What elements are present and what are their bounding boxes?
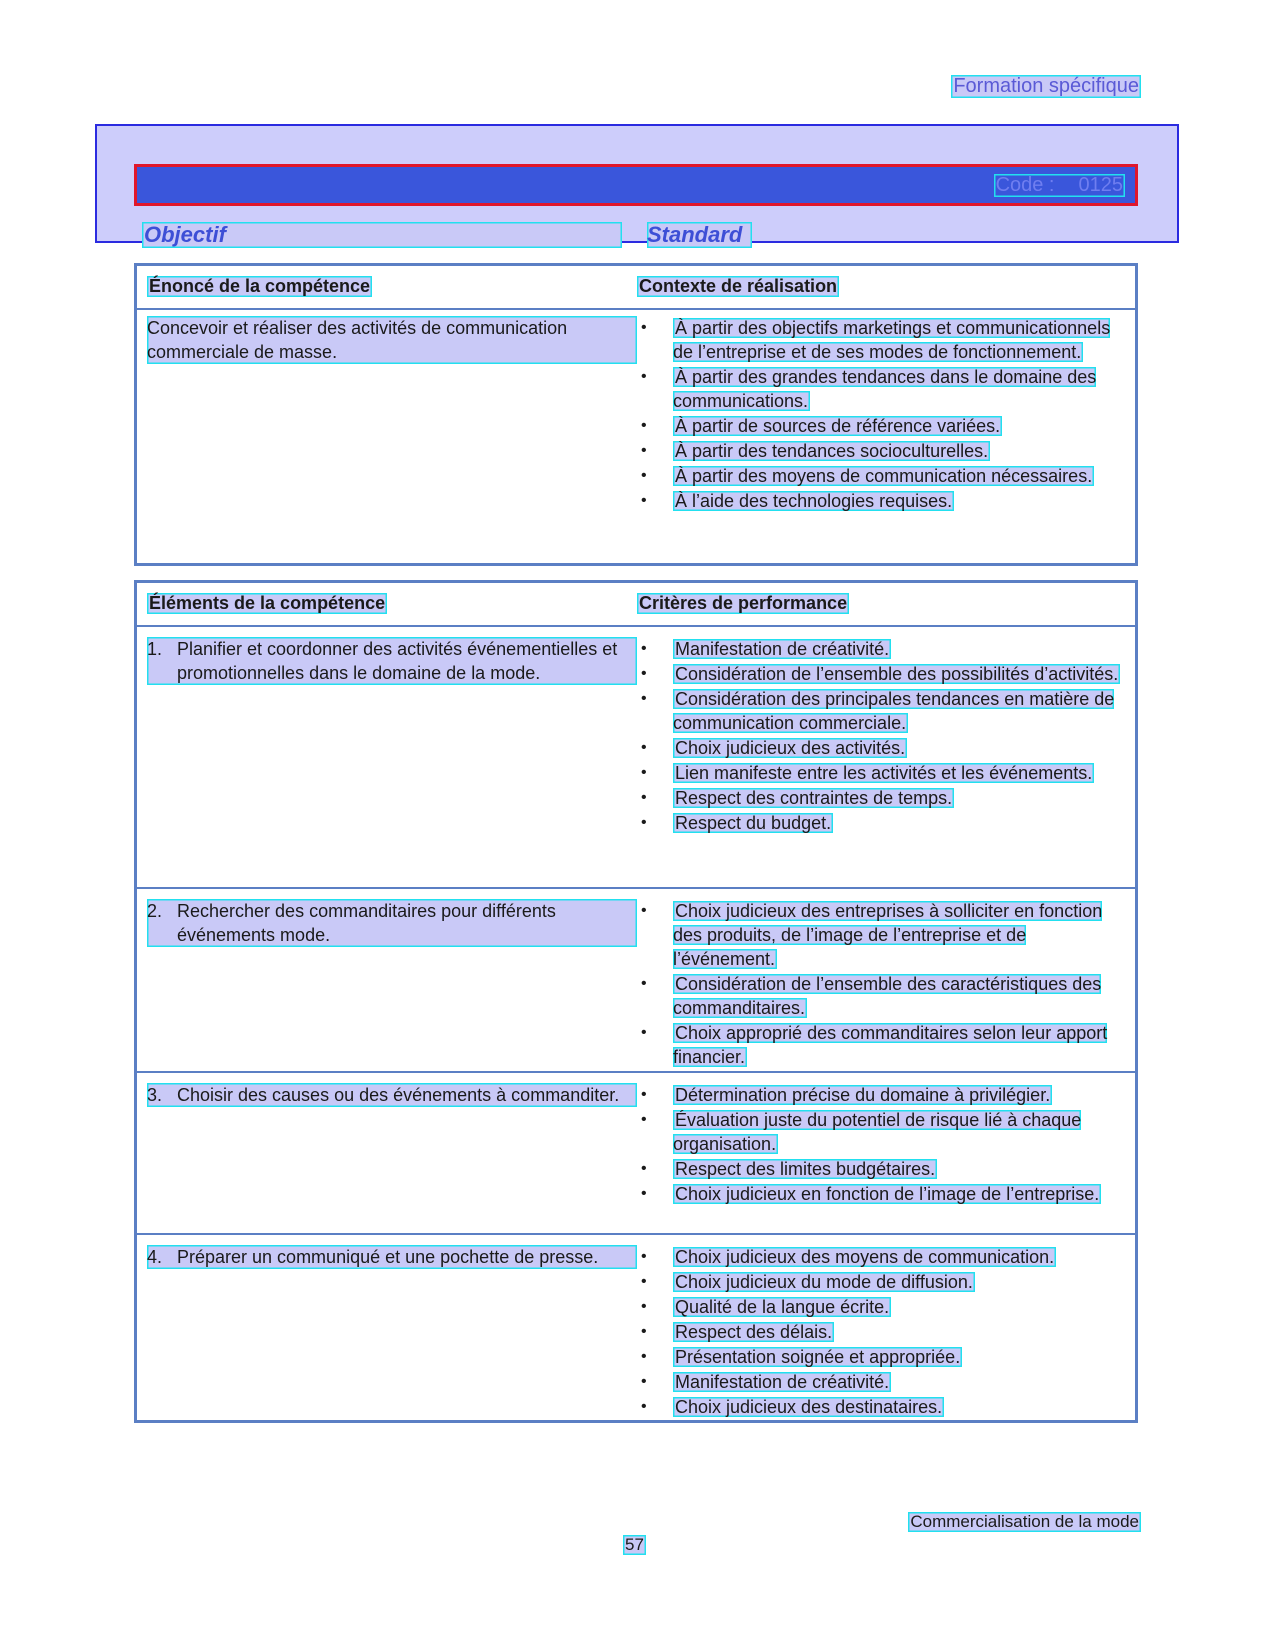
list-item: • Choix judicieux des activités. xyxy=(637,736,1125,760)
list-item: • Choix judicieux en fonction de l’image de l’entreprise. xyxy=(637,1182,1125,1206)
list-item: • Respect des délais. xyxy=(637,1320,1125,1344)
code-value: 0125 xyxy=(1078,174,1123,196)
list-item: • Considération des principales tendances en matière de communication commerciale. xyxy=(637,687,1125,735)
table-row xyxy=(136,1072,1137,1234)
list-item: • Manifestation de créativité. xyxy=(637,1370,1125,1394)
list-item: • Lien manifeste entre les activités et les événements. xyxy=(637,761,1125,785)
criteria-list xyxy=(637,1083,1125,1206)
list-item: • Choix judicieux des moyens de communication. xyxy=(637,1245,1125,1269)
competence-left-header: Énoncé de la compétence xyxy=(149,276,371,296)
list-item: • À l’aide des technologies requises. xyxy=(637,489,1125,513)
competence-statement: Concevoir et réaliser des activités de communication commerciale de masse. xyxy=(147,316,637,364)
competence-right-header: Contexte de réalisation xyxy=(639,276,838,296)
list-item: • Choix judicieux des destinataires. xyxy=(637,1395,1125,1419)
program-name: Commercialisation de la mode xyxy=(910,1512,1139,1531)
list-item: • Choix judicieux du mode de diffusion. xyxy=(637,1270,1125,1294)
list-item: • Respect du budget. xyxy=(637,811,1125,835)
list-item: • Manifestation de créativité. xyxy=(637,637,1125,661)
table-row xyxy=(136,1234,1137,1422)
list-item: • À partir des objectifs marketings et communicationnels de l’entreprise et de ses modes de fonctionnement. xyxy=(637,316,1125,364)
table-row xyxy=(136,626,1137,888)
elements-table xyxy=(134,580,1138,1423)
standard-label: Standard xyxy=(647,222,752,248)
section-label: Formation spécifique xyxy=(953,75,1139,97)
competency-header-band xyxy=(95,124,1179,247)
list-item: • À partir des grandes tendances dans le domaine des communications. xyxy=(637,365,1125,413)
element-item: 2. Rechercher des commanditaires pour différents événements mode. xyxy=(147,899,637,947)
competence-table xyxy=(134,263,1138,566)
objectif-label: Objectif xyxy=(142,222,622,248)
list-item: • Choix approprié des commanditaires selon leur apport financier. xyxy=(637,1021,1125,1069)
criteria-list xyxy=(637,899,1125,1069)
competency-code xyxy=(994,174,1125,197)
elements-right-header: Critères de performance xyxy=(639,593,848,613)
list-item: • Évaluation juste du potentiel de risque lié à chaque organisation. xyxy=(637,1108,1125,1156)
element-item: 1. Planifier et coordonner des activités événementielles et promotionnelles dans le domaine de la mode. xyxy=(147,637,637,685)
list-item: • Détermination précise du domaine à privilégier. xyxy=(637,1083,1125,1107)
list-item: • Considération de l’ensemble des caractéristiques des commanditaires. xyxy=(637,972,1125,1020)
page-number: 57 xyxy=(625,1535,644,1554)
list-item: • Considération de l’ensemble des possibilités d’activités. xyxy=(637,662,1125,686)
table-row xyxy=(136,888,1137,1072)
list-item: • Respect des contraintes de temps. xyxy=(637,786,1125,810)
list-item: • Choix judicieux des entreprises à solliciter en fonction des produits, de l’image de l’entreprise et de l’événement. xyxy=(637,899,1125,971)
list-item: • Qualité de la langue écrite. xyxy=(637,1295,1125,1319)
context-list xyxy=(637,316,1125,513)
list-item: • Respect des limites budgétaires. xyxy=(637,1157,1125,1181)
list-item: • À partir des moyens de communication nécessaires. xyxy=(637,464,1125,488)
code-label: Code : xyxy=(995,174,1055,196)
element-item: 4. Préparer un communiqué et une pochette de presse. xyxy=(147,1245,637,1269)
code-bar xyxy=(134,164,1138,206)
list-item: • Présentation soignée et appropriée. xyxy=(637,1345,1125,1369)
list-item: • À partir de sources de référence variées. xyxy=(637,414,1125,438)
elements-left-header: Éléments de la compétence xyxy=(149,593,386,613)
criteria-list xyxy=(637,637,1125,835)
criteria-list xyxy=(637,1245,1125,1419)
element-item: 3. Choisir des causes ou des événements à commanditer. xyxy=(147,1083,637,1107)
list-item: • À partir des tendances socioculturelles. xyxy=(637,439,1125,463)
